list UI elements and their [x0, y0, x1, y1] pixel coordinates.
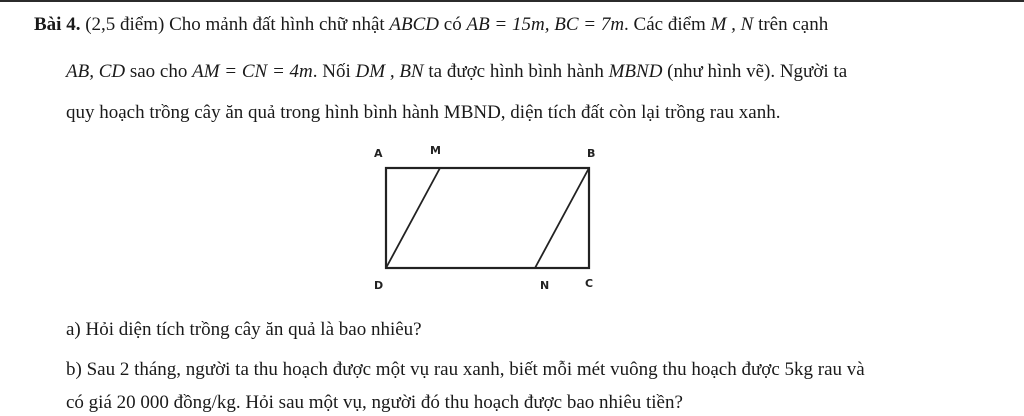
question-b-line-2: có giá 20 000 đồng/kg. Hỏi sau một vụ, người đó thu hoạch được bao nhiêu tiền?	[66, 392, 683, 413]
dimensions-math: AB = 15m, BC = 7m	[466, 14, 625, 35]
parallelogram-mbnd: MBND	[608, 61, 663, 82]
segments-dm-bn: DM , BN	[355, 61, 424, 82]
problem-text-1d: trên cạnh	[758, 14, 829, 35]
label-b: B	[587, 147, 596, 160]
problem-text-2d: (như hình vẽ). Người ta	[667, 61, 848, 82]
rectangle-figure	[366, 138, 616, 298]
points-mn: M , N	[710, 14, 754, 35]
problem-text-1a: (2,5 điểm) Cho mảnh đất hình chữ nhật	[85, 14, 385, 35]
figure-svg	[366, 138, 616, 298]
label-m: M	[430, 144, 441, 157]
label-c: C	[585, 277, 594, 290]
rectangle-abcd	[386, 168, 589, 268]
problem-text-2c: ta được hình bình hành	[428, 61, 604, 82]
question-a: a) Hỏi diện tích trồng cây ăn quả là bao nhiêu?	[66, 319, 422, 340]
question-b-line-1: b) Sau 2 tháng, người ta thu hoạch được một vụ rau xanh, biết mỗi mét vuông thu hoạch được 5kg rau và	[66, 359, 865, 380]
problem-text-2a: sao cho	[129, 61, 188, 82]
problem-line-3: quy hoạch trồng cây ăn quả trong hình bình hành MBND, diện tích đất còn lại trồng rau xanh.	[66, 102, 781, 123]
sides-ab-cd: AB, CD	[66, 61, 126, 82]
label-a: A	[374, 147, 383, 160]
problem-text-2b: . Nối	[312, 61, 351, 82]
lengths-math: AM = CN = 4m	[192, 61, 313, 82]
problem-text-1c: . Các điểm	[624, 14, 706, 35]
segment-bn	[535, 168, 589, 268]
problem-text-1b: có	[443, 14, 462, 35]
segment-dm	[386, 168, 440, 268]
label-n: N	[540, 279, 550, 292]
problem-number: Bài 4.	[34, 14, 81, 35]
shape-name-abcd: ABCD	[389, 14, 440, 35]
top-border-line	[0, 0, 1024, 2]
problem-line-2	[66, 60, 847, 84]
problem-line-1	[34, 13, 828, 37]
label-d: D	[374, 279, 384, 292]
